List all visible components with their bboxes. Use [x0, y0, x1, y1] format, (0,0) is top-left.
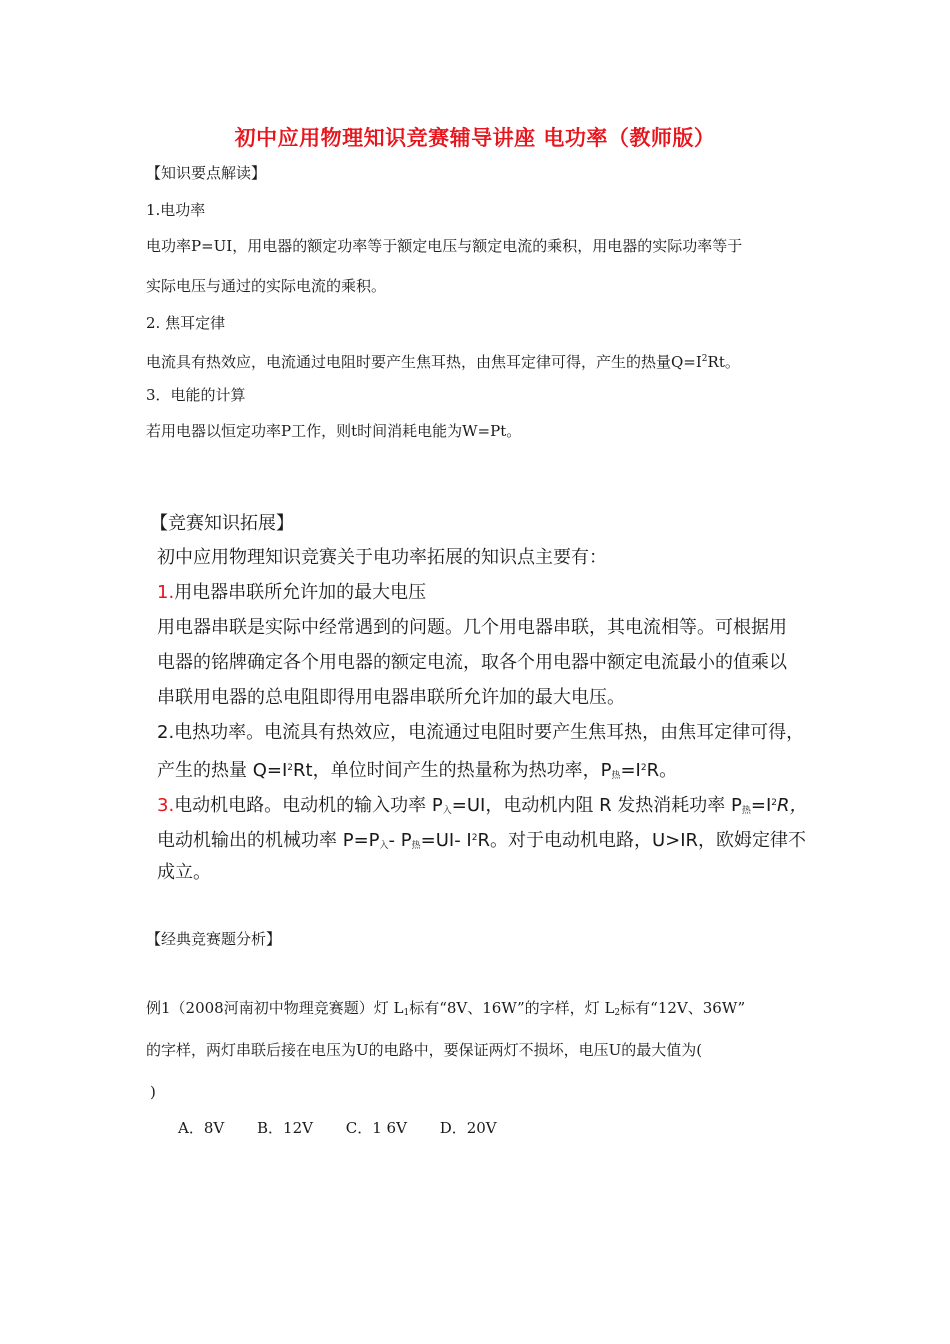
- paragraph-line: 若用电器以恒定功率P工作，则t时间消耗电能为W=Pt。: [146, 422, 522, 440]
- option-b: B．12V: [257, 1119, 313, 1137]
- answer-options: [178, 1118, 525, 1138]
- section-heading-extension: 【竞赛知识拓展】: [150, 513, 294, 534]
- example-line: ): [150, 1083, 156, 1101]
- paragraph-line: 3.电动机电路。电动机的输入功率 $P_入=UI$，电动机内阻 R 发热消耗功率 $P_热=I^2R$，: [157, 795, 808, 816]
- page-title: 初中应用物理知识竞赛辅导讲座 电功率（教师版）: [234, 126, 716, 150]
- paragraph-line: 电动机输出的机械功率 $P=P_入-$ $P_热=UI-$ $I^2R$。对于电动机电路，U>IR，欧姆定律不: [157, 830, 807, 851]
- section-heading-analysis: 【经典竞赛题分析】: [146, 930, 282, 948]
- paragraph-line: 初中应用物理知识竞赛关于电功率拓展的知识点主要有：: [157, 547, 607, 568]
- paragraph-line: 产生的热量 $Q=I^2Rt$，单位时间产生的热量称为热功率，$P_热=I^2R$。: [157, 760, 678, 781]
- item-heading-power: 1.电功率: [146, 201, 206, 219]
- item-heading-joule: 2. 焦耳定律: [146, 314, 226, 332]
- option-c: C．1 6V: [345, 1119, 407, 1137]
- paragraph-line: 电器的铭牌确定各个用电器的额定电流，取各个用电器中额定电流最小的值乘以: [157, 652, 787, 673]
- paragraph-line: 电流具有热效应，电流通过电阻时要产生焦耳热，由焦耳定律可得，产生的热量$Q=I^2Rt$。: [146, 353, 740, 371]
- option-d: D．20V: [439, 1119, 497, 1137]
- option-a: A．8V: [178, 1119, 225, 1137]
- section-heading-knowledge: 【知识要点解读】: [146, 164, 267, 182]
- example-line: 的字样，两灯串联后接在电压为U的电路中，要保证两灯不损坏，电压U的最大值为(: [146, 1041, 703, 1059]
- subsection-heading-series: 1.用电器串联所允许加的最大电压: [157, 582, 427, 603]
- paragraph-line: 实际电压与通过的实际电流的乘积。: [146, 277, 387, 295]
- paragraph-line: 用电器串联是实际中经常遇到的问题。几个用电器串联，其电流相等。可根据用: [157, 617, 787, 638]
- item-heading-energy: 3．电能的计算: [146, 386, 246, 404]
- example-line: 例1（2008河南初中物理竞赛题）灯 $L_1$标有“8V、16W”的字样，灯 $L_2$标有“12V、36W”: [146, 999, 746, 1018]
- paragraph-line: 2.电热功率。电流具有热效应，电流通过电阻时要产生焦耳热，由焦耳定律可得，: [157, 722, 805, 743]
- paragraph-line: 成立。: [157, 862, 211, 883]
- paragraph-line: 电功率P=UI，用电器的额定功率等于额定电压与额定电流的乘积，用电器的实际功率等于: [146, 237, 743, 255]
- paragraph-line: 串联用电器的总电阻即得用电器串联所允许加的最大电压。: [157, 687, 625, 708]
